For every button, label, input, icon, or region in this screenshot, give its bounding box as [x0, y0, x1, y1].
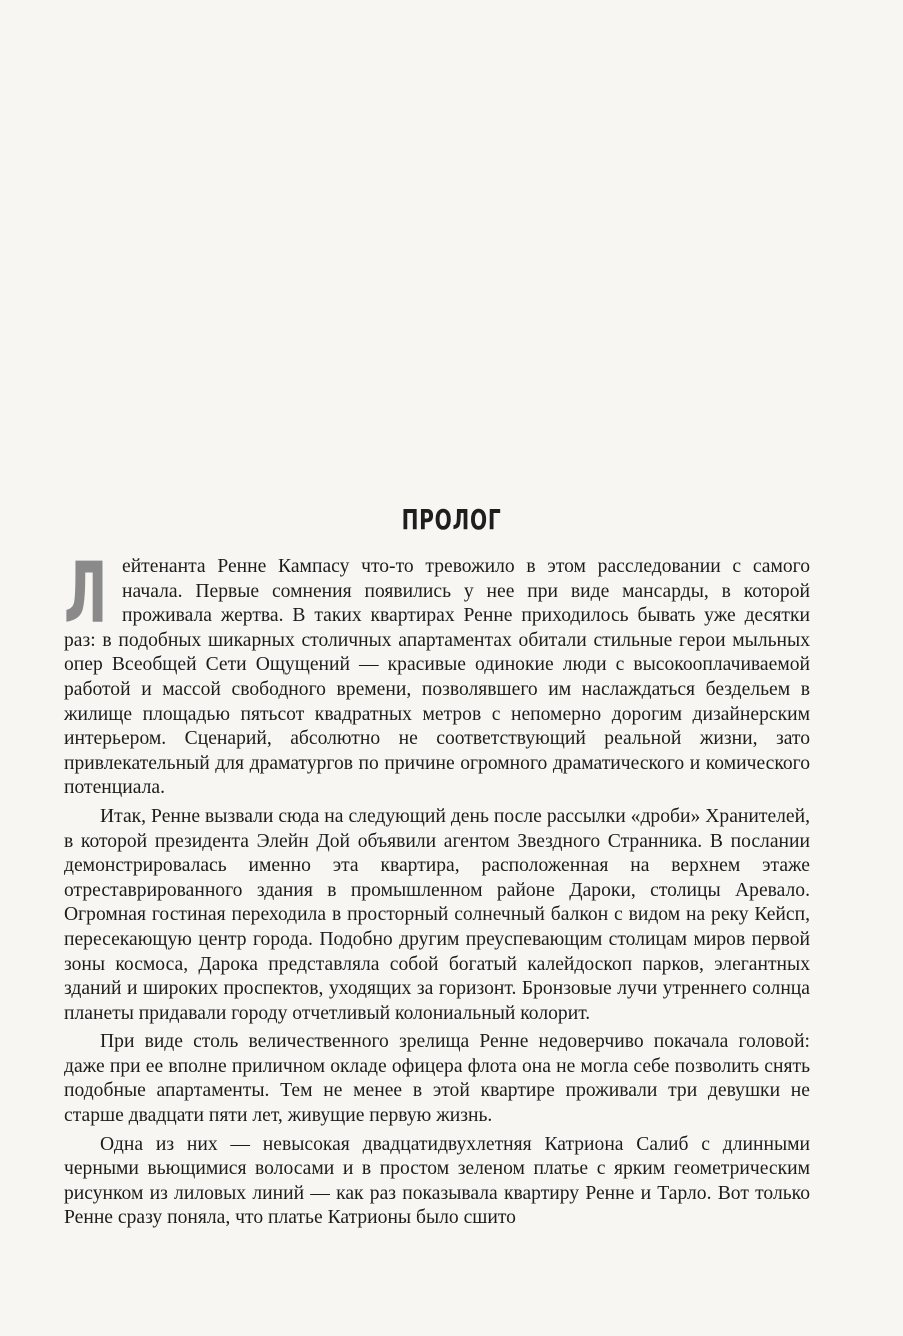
paragraph-1 [64, 555, 810, 801]
chapter-title: ПРОЛОГ [401, 503, 502, 536]
paragraph-1-text: ейтенанта Ренне Кампасу что-то тревожило в этом расследовании с самого начала. Первые сомнения появились у нее при виде мансарды, в которой проживала жертва. В таких квартирах Ренне приходилось бывать уже десятки раз: в подобных шикарных столичных апартаментах обитали стильные герои мыльных опер Всеобщей Сети Ощущений — красивые одинокие люди с высокооплачиваемой работой и массой свободного времени, позволявшего им наслаждаться бездельем в жилище площадью пятьсот квадратных метров с непомерно дорогим дизайнерским интерьером. Сценарий, абсолютно не соответствующий реальной жизни, зато привлекательный для драматургов по причине огромного драматического и комического потенциала. [64, 556, 810, 799]
drop-cap-space [64, 555, 122, 625]
paragraph-3: При виде столь величественного зрелища Ренне недоверчиво покачала головой: даже при ее вполне приличном окладе офицера флота она не могла себе позволить снять подобные апартаменты. Тем не менее в этой квартире проживали три девушки не старше двадцати пяти лет, живущие первую жизнь. [64, 1031, 810, 1127]
chapter-body [64, 555, 810, 1231]
paragraph-2: Итак, Ренне вызвали сюда на следующий день после рассылки «дроби» Хранителей, в которой президента Элейн Дой объявили агентом Звездного Странника. В послании демонстрировалась именно эта квартира, расположенная на верхнем этаже отреставрированного здания в промышленном районе Дароки, столицы Аревало. Огромная гостиная переходила в просторный солнечный балкон с видом на реку Кейсп, пересекающую центр города. Подобно другим преуспевающим столицам миров первой зоны космоса, Дарока представляла собой богатый калейдоскоп парков, элегантных зданий и широких проспектов, уходящих за горизонт. Бронзовые лучи утреннего солнца планеты придавали городу отчетливый колониальный колорит. [64, 805, 810, 1024]
paragraph-4: Одна из них — невысокая двадцатидвухлетняя Катриона Салиб с длинными черными вьющимися волосами и в простом зеленом платье с ярким геометрическим рисунком из лиловых линий — как раз показывала квартиру Ренне и Тарло. Вот только Ренне сразу поняла, что платье Катрионы было сшито [64, 1133, 810, 1229]
drop-cap: Л [64, 544, 108, 642]
